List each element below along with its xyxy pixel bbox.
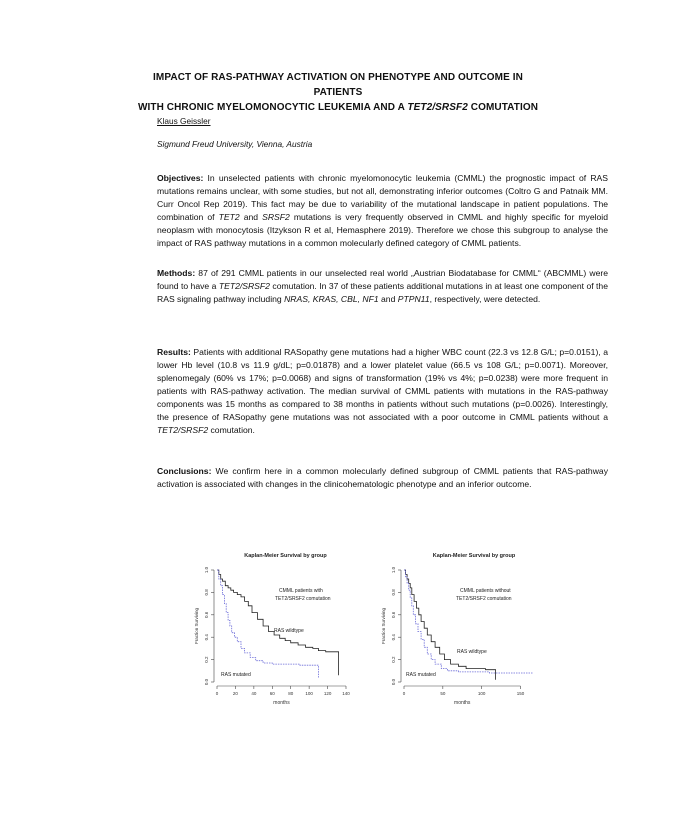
methods-gene-2: NRAS, KRAS, CBL, NF1: [284, 294, 379, 304]
title-line-2: [130, 100, 546, 115]
y-tick-label: 1.0: [391, 566, 396, 574]
annotation-line-1: CMML patients without: [460, 588, 511, 594]
methods-text-1: 87 of 291 CMML patients in our unselected real world „Austrian Biodatabase for CMML“ (ABCMML) were found to have a: [157, 268, 608, 291]
km-chart-with-comutation: [189, 548, 364, 708]
ras-wildtype-curve: [217, 570, 339, 675]
y-axis-label: Fraction Surviving: [194, 607, 199, 645]
paper-title: [130, 70, 546, 115]
results-heading: Results:: [157, 347, 191, 357]
y-tick-label: 0.6: [391, 611, 396, 618]
x-tick-label: 20: [232, 691, 238, 696]
title-line-1: IMPACT OF RAS-PATHWAY ACTIVATION ON PHENOTYPE AND OUTCOME IN PATIENTS: [153, 72, 523, 98]
methods-gene-3: PTPN11: [397, 294, 430, 304]
affiliation: Sigmund Freud University, Vienna, Austria: [157, 139, 313, 149]
objectives-text-3: mutations is very frequently observed in CMML and highly specific for myeloid neoplasm with monocytosis (Itzykson R et al, Hemasphere 2019). Therefore we chose this subgroup to analyse the impact of RAS pathway mutations in a common molecularly defined category of CMML patients.: [157, 212, 608, 248]
x-tick-label: 140: [342, 691, 350, 696]
ras-mutated-label: RAS mutated: [406, 672, 436, 678]
conclusions-heading: Conclusions:: [157, 466, 212, 476]
x-tick-label: 100: [477, 691, 486, 696]
km-chart-without-comutation: [376, 548, 551, 708]
y-tick-label: 1.0: [204, 566, 209, 574]
x-tick-label: 0: [402, 691, 406, 696]
x-axis-label: months: [454, 700, 471, 706]
methods-text-4: , respectively, were detected.: [429, 294, 541, 304]
methods-text-2: comutation. In 37 of these patients additional mutations in at least one component of the RAS signaling pathway including: [157, 281, 608, 304]
objectives-text-1: In unselected patients with chronic myelomonocytic leukemia (CMML) the prognostic impact of RAS mutations remains unclear, with some studies, but not all, demonstrating inferior outcomes (Coltro G and Patnaik MM. Curr Oncol Rep 2019). This fact may be due to variability of the mutational landscape in patient populations. The combination of: [157, 173, 608, 222]
ras-mutated-curve: [404, 570, 532, 674]
results-text-1: Patients with additional RASopathy gene mutations had a higher WBC count (22.3 vs 12.8 G/L; p=0.0151), a lower Hb level (10.8 vs 11.9 g/dL; p=0.01878) and a lower platelet value (66.5 vs 108 G/L; p=0.0071). Moreover, splenomegaly (60% vs 17%; p=0.0068) and signs of transformation (19% vs 4%; p=0.0238) were more frequent in patients with RAS-pathway activation. The median survival of CMML patients with mutations in the RAS-pathway components was 15 months as compared to 38 months in patients without such mutations (p=0.0026). Interestingly, the presence of RASopathy gene mutations was not associated with a poor outcome in CMML patients without a: [157, 347, 608, 422]
y-axis-label: Fraction Surviving: [381, 607, 386, 645]
title-line-2-a: WITH CHRONIC MYELOMONOCYTIC LEUKEMIA AND A: [137, 102, 408, 113]
annotation-line-2: TET2/SRSF2 comutation: [456, 596, 512, 602]
objectives-paragraph: [157, 172, 608, 250]
x-tick-label: 100: [305, 691, 313, 696]
y-tick-label: 0.6: [204, 611, 209, 618]
conclusions-paragraph: [157, 465, 608, 491]
y-tick-label: 0.2: [391, 656, 396, 663]
conclusions-text: We confirm here in a common molecularly defined subgroup of CMML patients that RAS-pathway activation is associated with changes in the clinicohematologic phenotype and an inferior outcome.: [157, 466, 608, 489]
results-gene-1: TET2/SRSF2: [157, 425, 209, 435]
x-tick-label: 80: [288, 691, 294, 696]
x-tick-label: 50: [440, 691, 446, 696]
chart-title: Kaplan-Meier Survival by group: [432, 553, 516, 559]
results-paragraph: [157, 346, 608, 437]
objectives-gene-2: SRSF2: [262, 212, 290, 222]
y-tick-label: 0.8: [391, 589, 396, 596]
objectives-gene-1: TET2: [218, 212, 240, 222]
methods-text-3: and: [378, 294, 398, 304]
methods-paragraph: [157, 267, 608, 306]
x-tick-label: 150: [516, 691, 525, 696]
author-name: Klaus Geissler: [157, 116, 211, 126]
annotation-line-1: CMML patients with: [279, 588, 323, 594]
title-line-2-c: COMUTATION: [467, 102, 539, 113]
results-text-2: comutation.: [208, 425, 255, 435]
y-tick-label: 0.4: [391, 634, 396, 641]
title-gene: TET2/SRSF2: [407, 102, 468, 113]
x-tick-label: 60: [269, 691, 275, 696]
x-tick-label: 0: [215, 691, 219, 696]
y-tick-label: 0.2: [204, 656, 209, 663]
y-tick-label: 0.0: [391, 678, 396, 686]
y-tick-label: 0.4: [204, 634, 209, 641]
x-tick-label: 40: [251, 691, 257, 696]
x-tick-label: 120: [323, 691, 332, 696]
methods-gene-1: TET2/SRSF2: [218, 281, 270, 291]
ras-mutated-label: RAS mutated: [221, 672, 251, 678]
ras-wildtype-label: RAS wildtype: [274, 628, 304, 634]
y-tick-label: 0.8: [204, 589, 209, 596]
ras-mutated-curve: [217, 570, 318, 678]
chart-title: Kaplan-Meier Survival by group: [244, 553, 327, 559]
annotation-line-2: TET2/SRSF2 comutation: [275, 596, 331, 602]
ras-wildtype-label: RAS wildtype: [457, 649, 487, 655]
x-axis-label: months: [273, 700, 290, 706]
y-tick-label: 0.0: [204, 678, 209, 686]
objectives-text-2: and: [239, 212, 263, 222]
objectives-heading: Objectives:: [157, 173, 204, 183]
methods-heading: Methods:: [157, 268, 196, 278]
